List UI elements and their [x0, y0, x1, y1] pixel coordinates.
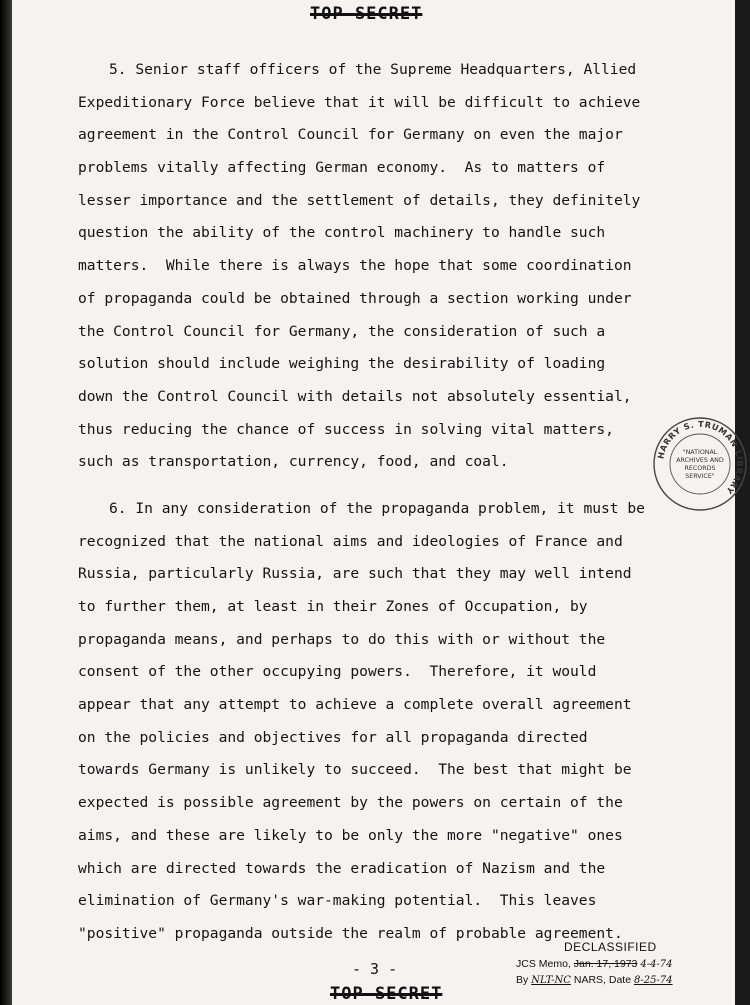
seal-line-1: "NATIONAL	[682, 449, 718, 456]
declass-memo-row	[516, 958, 673, 970]
nars-date-label: NARS, Date	[573, 974, 632, 986]
text-line: agreement in the Control Council for Germany on even the major	[78, 126, 623, 144]
text-line: recognized that the national aims and ideologies of France and	[78, 532, 623, 550]
text-line: 6. In any consideration of the propaganda problem, it must be	[109, 499, 645, 517]
text-line: "positive" propaganda outside the realm of probable agreement.	[78, 924, 623, 942]
by-label: By	[516, 974, 529, 986]
page-number: - 3 -	[352, 960, 398, 978]
declassification-stamp	[516, 940, 673, 986]
text-line: towards Germany is unlikely to succeed. The best that might be	[78, 761, 632, 779]
text-line: appear that any attempt to achieve a complete overall agreement	[78, 696, 632, 714]
seal-line-2: ARCHIVES AND	[676, 457, 724, 464]
document-body	[78, 54, 698, 951]
seal-ring-text: HARRY S. TRUMAN LIBRARY	[655, 418, 746, 497]
seal-line-4: SERVICE"	[685, 473, 715, 480]
memo-date-handwritten: 4-4-74	[640, 959, 673, 970]
paragraph-gap	[78, 479, 698, 493]
scan-left-edge	[0, 0, 12, 1005]
text-line: propaganda means, and perhaps to do this with or without the	[78, 630, 606, 648]
text-line: the Control Council for Germany, the consideration of such a	[78, 322, 606, 340]
declass-by-row	[516, 974, 673, 986]
text-line: of propaganda could be obtained through a section working under	[78, 289, 632, 307]
paragraph-6	[78, 493, 698, 951]
text-line: solution should include weighing the desirability of loading	[78, 355, 606, 373]
header-classification-stamp: TOP SECRET	[310, 4, 423, 24]
declassified-title: DECLASSIFIED	[564, 940, 657, 954]
library-seal-stamp	[650, 414, 750, 514]
text-line: 5. Senior staff officers of the Supreme Headquarters, Allied	[109, 61, 637, 78]
text-line: on the policies and objectives for all propaganda directed	[78, 728, 588, 746]
by-initials-handwritten: NLT-NC	[531, 975, 571, 986]
text-line: consent of the other occupying powers. Therefore, it would	[78, 663, 597, 681]
paragraph-5	[78, 54, 698, 479]
text-line: elimination of Germany's war-making potential. This leaves	[78, 892, 597, 910]
text-line: which are directed towards the eradication of Nazism and the	[78, 859, 606, 877]
text-line: thus reducing the chance of success in solving vital matters,	[78, 420, 614, 438]
text-line: Expeditionary Force believe that it will be difficult to achieve	[78, 93, 641, 111]
seal-line-3: RECORDS	[684, 465, 716, 472]
text-line: to further them, at least in their Zones of Occupation, by	[78, 598, 588, 615]
text-line: lesser importance and the settlement of details, they definitely	[78, 191, 641, 209]
text-line: question the ability of the control machinery to handle such	[78, 224, 606, 242]
text-line: down the Control Council with details not absolutely essential,	[78, 387, 632, 405]
text-line: such as transportation, currency, food, and coal.	[78, 453, 509, 471]
paragraph-container	[78, 54, 698, 951]
memo-date-struck: Jan. 17, 1973	[573, 958, 638, 970]
document-page	[12, 0, 746, 1005]
text-line: Russia, particularly Russia, are such that they may well intend	[78, 565, 632, 583]
text-line: aims, and these are likely to be only the more "negative" ones	[78, 826, 623, 844]
nars-date-handwritten: 8-25-74	[633, 975, 673, 986]
text-line: problems vitally affecting German economy. As to matters of	[78, 159, 606, 177]
text-line: expected is possible agreement by the powers on certain of the	[78, 794, 623, 812]
footer-classification-stamp: TOP SECRET	[330, 984, 443, 1004]
text-line: matters. While there is always the hope that some coordination	[78, 257, 632, 275]
memo-label: JCS Memo,	[516, 958, 571, 970]
